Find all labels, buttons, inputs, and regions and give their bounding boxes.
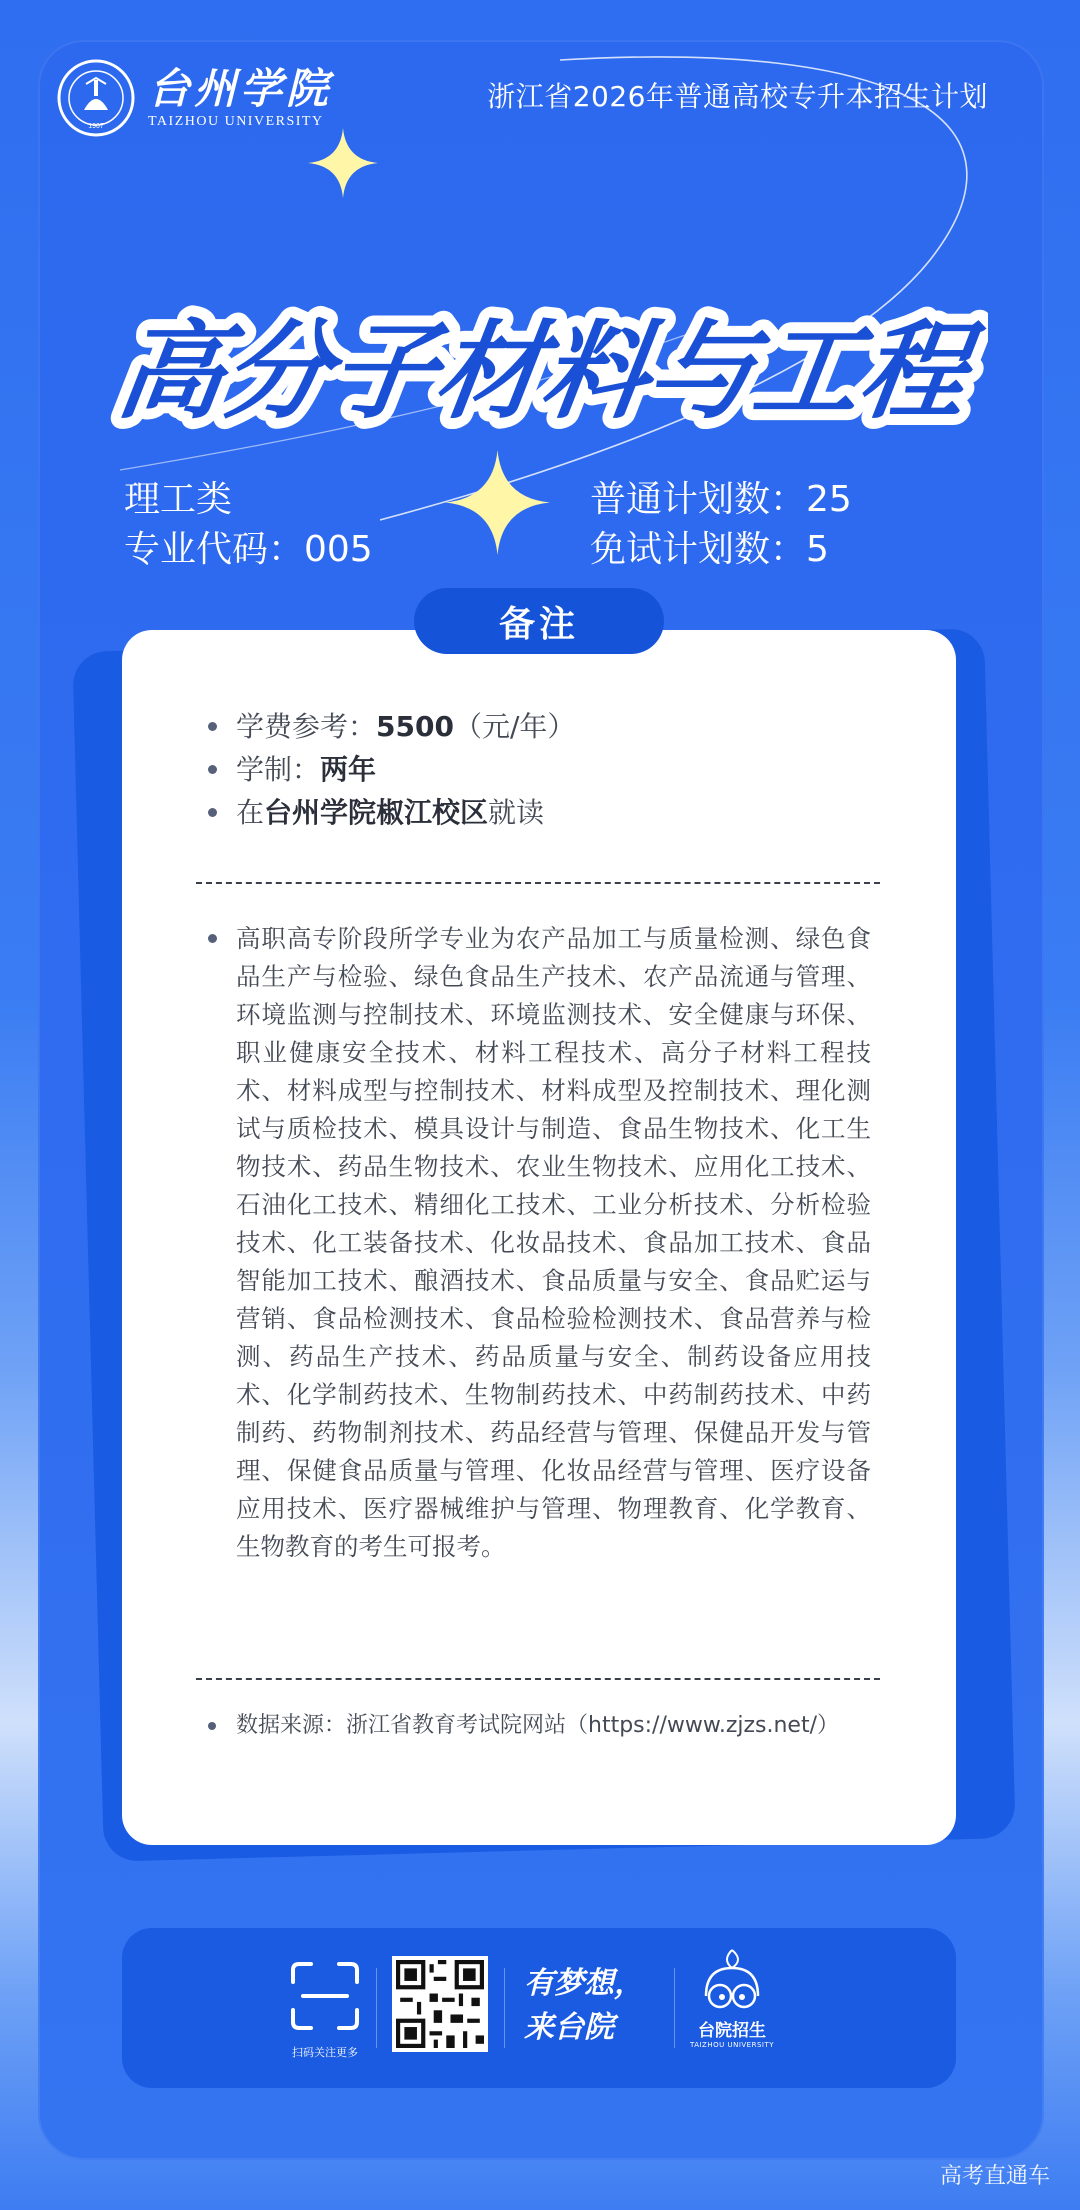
sparkle-star-icon xyxy=(445,450,550,555)
duration-value: 两年 xyxy=(320,753,377,786)
mascot-label-cn: 台院招生 xyxy=(698,2021,766,2041)
separator xyxy=(674,1968,675,2048)
slogan-line1: 有梦想， xyxy=(524,1966,644,2001)
basic-info-list xyxy=(206,705,575,834)
source-list xyxy=(206,1708,839,1744)
major-title xyxy=(88,305,988,435)
list-item xyxy=(206,791,575,834)
eligibility-list xyxy=(206,920,871,1566)
university-seal-icon xyxy=(56,58,136,138)
slogan-line2: 来台院 xyxy=(524,2010,614,2045)
plan-title: 浙江省2026年普通高校专升本招生计划 xyxy=(487,80,988,113)
dashed-divider xyxy=(196,1678,880,1680)
mascot-icon xyxy=(692,1946,772,2016)
qr-code-icon[interactable] xyxy=(392,1956,488,2052)
data-source: 数据来源：浙江省教育考试院网站（https://www.zjzs.net/） xyxy=(206,1708,839,1744)
watermark: 高考直通车 xyxy=(939,2164,1050,2189)
eligibility-text: 高职高专阶段所学专业为农产品加工与质量检测、绿色食品生产与检验、绿色食品生产技术、农产品流通与管理、环境监测与控制技术、环境监测技术、安全健康与环保、职业健康安全技术、材料工程技术、高分子材料工程技术、材料成型与控制技术、材料成型及控制技术、理化测试与质检技术、模具设计与制造、食品生物技术、化工生物技术、药品生物技术、农业生物技术、应用化工技术、石油化工技术、精细化工技术、工业分析技术、分析检验技术、化工装备技术、化妆品技术、食品加工技术、食品智能加工技术、酿酒技术、食品质量与安全、食品贮运与营销、食品检测技术、食品检验检测技术、食品营养与检测、药品生产技术、药品质量与安全、制药设备应用技术、化学制药技术、生物制药技术、中药制药技术、中药制药、药物制剂技术、药品经营与管理、保健品开发与管理、保健食品质量与管理、化妆品经营与管理、医疗设备应用技术、医疗器械维护与管理、物理教育、化学教育、生物教育的考生可报考。 xyxy=(206,920,871,1566)
scan-block xyxy=(285,1960,365,2060)
major-title-text: 高分子材料与工程 xyxy=(109,310,976,434)
notes-card xyxy=(122,630,956,1845)
logo-name-en: TAIZHOU UNIVERSITY xyxy=(148,114,324,129)
notes-tab: 备注 xyxy=(414,588,664,654)
svg-text:1907: 1907 xyxy=(88,123,104,130)
scan-text: 扫码关注更多 xyxy=(292,2046,358,2059)
separator xyxy=(376,1968,377,2048)
fee-label: 学费参考： xyxy=(236,710,377,743)
major-code: 专业代码：005 xyxy=(124,529,373,570)
campus-prefix: 在 xyxy=(236,796,265,829)
slogan xyxy=(524,1962,644,2050)
major-category: 理工类 xyxy=(124,479,233,520)
admissions-mascot xyxy=(687,1946,777,2049)
university-logo xyxy=(56,58,332,138)
logo-name-cn: 台州学院 xyxy=(148,64,333,113)
exempt-plan-count: 免试计划数：5 xyxy=(590,529,829,570)
campus-suffix: 就读 xyxy=(488,796,545,829)
dashed-divider xyxy=(196,882,880,884)
list-item xyxy=(206,705,575,748)
mascot-label-en: TAIZHOU UNIVERSITY xyxy=(689,2041,775,2049)
duration-label: 学制： xyxy=(236,753,321,786)
separator xyxy=(504,1968,505,2048)
scan-icon xyxy=(289,1960,361,2032)
list-item xyxy=(206,748,575,791)
footer-bar xyxy=(122,1928,956,2088)
major-info-right xyxy=(590,475,852,575)
major-info-left xyxy=(124,475,373,575)
sparkle-star-icon xyxy=(308,128,378,198)
fee-unit: （元/年） xyxy=(453,710,576,743)
regular-plan-count: 普通计划数：25 xyxy=(590,479,852,520)
campus-name: 台州学院椒江校区 xyxy=(264,796,489,829)
fee-value: 5500 xyxy=(376,710,454,743)
